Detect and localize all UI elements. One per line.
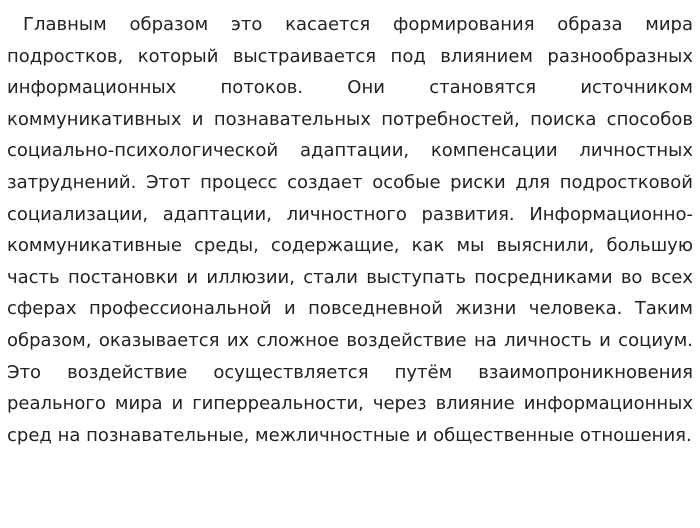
body-paragraph: Главным образом это касается формирования образа мира подростков, который выстраивается под влиянием разнообразных информационных потоков. Они становятся источником коммуникативных и познавательных потребностей, поиска способов социально-психологической адаптации, компенсации личностных затруднений. Этот процесс создает особые риски для подростковой социализации, адаптации, личностного развития. Информационно-коммуникативные среды, содержащие, как мы выяснили, большую часть постановки и иллюзии, стали выступать посредниками во всех сферах профессиональной и повседневной жизни человека. Таким образом, оказывается их сложное воздействие на личность и социум. Это воздействие осуществляется путём взаимопроникновения реального мира и гиперреальности, через влияние информационных сред на познавательные, межличностные и общественные отношения. — [7, 14, 693, 446]
document-page — [7, 9, 693, 451]
